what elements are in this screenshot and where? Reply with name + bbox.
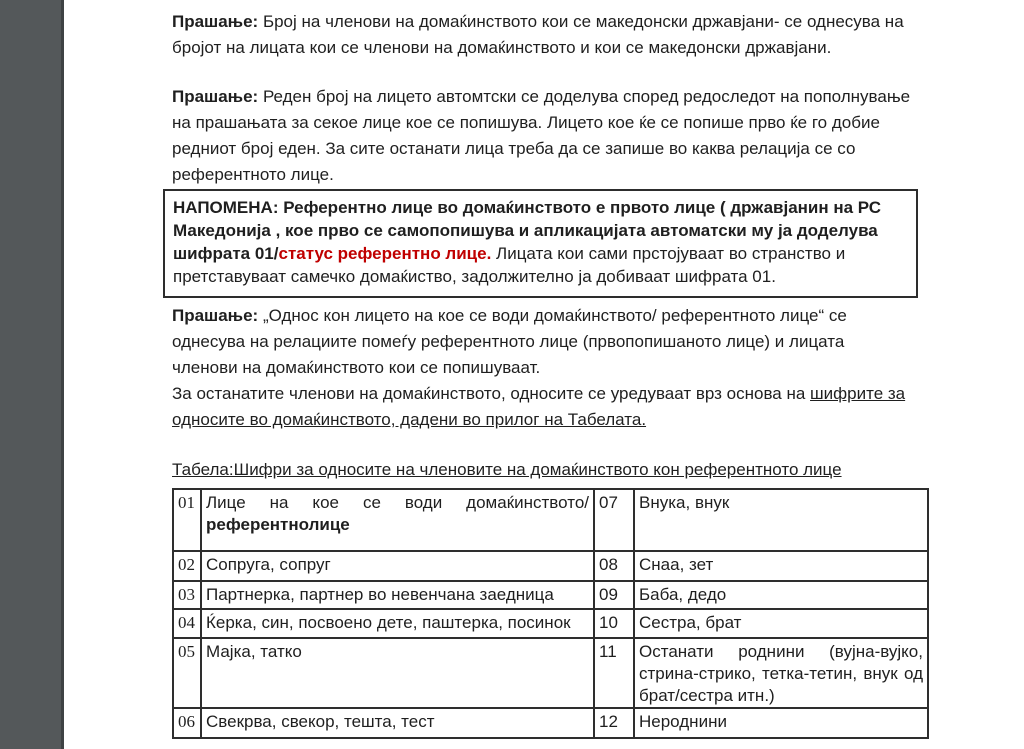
question-label: Прашање: xyxy=(172,87,259,106)
code-cell: 12 xyxy=(594,708,634,738)
question-text-block-2 xyxy=(172,381,914,433)
desc-cell xyxy=(201,489,594,551)
question-paragraph-3 xyxy=(172,303,914,433)
relationship-codes-table xyxy=(172,488,929,739)
code-cell: 03 xyxy=(173,581,201,609)
code-cell: 08 xyxy=(594,551,634,581)
underlined-reference-text: шифрите за односите во домаќинството, дадени во прилог на Табелата. xyxy=(172,384,906,429)
code-cell: 06 xyxy=(173,708,201,738)
code-cell: 11 xyxy=(594,638,634,708)
note-regular-text: Лицата кои сами прстојуваат во странство и претставуваат самечко домаќиство, задолжително ја добиваат шифрата 01. xyxy=(173,244,846,286)
code-cell: 02 xyxy=(173,551,201,581)
table-title: Табела:Шифри за односите на членовите на домаќинството кон референтното лице xyxy=(172,460,842,479)
question-label: Прашање: xyxy=(172,12,259,31)
code-cell: 01 xyxy=(173,489,201,551)
question-text: Број на членови на домаќинството кои се македонски државјани- се однесува на бројот на лицата кои се членови на домаќинството и кои се македонски државјани. xyxy=(172,12,904,57)
desc-line: Лице на кое се води домаќинството/ xyxy=(206,493,589,512)
code-cell: 07 xyxy=(594,489,634,551)
page-margin-strip xyxy=(0,0,64,749)
code-cell: 04 xyxy=(173,609,201,638)
table-row xyxy=(173,638,928,708)
note-bold-text: НАПОМЕНА: Референтно лице во домаќинството е првото лице ( државјанин на РС Македонија , кое прво се самопопишува и апликацијата автоматски му ја доделува шифрата 01/ xyxy=(173,198,881,263)
desc-cell: Сопруга, сопруг xyxy=(201,551,594,581)
question-label: Прашање: xyxy=(172,306,259,325)
code-cell: 05 xyxy=(173,638,201,708)
desc-cell: Сестра, брат xyxy=(634,609,928,638)
table-row xyxy=(173,708,928,738)
note-red-text: статус референтно лице. xyxy=(278,244,492,263)
question-text-block xyxy=(172,303,914,381)
question-paragraph-1 xyxy=(172,9,914,61)
desc-cell: Останати роднини (вујна-вујко, стрина-стрико, тетка-тетин, внук од брат/сестра итн.) xyxy=(634,638,928,708)
desc-cell: Снаа, зет xyxy=(634,551,928,581)
table-row xyxy=(173,609,928,638)
desc-cell: Свекрва, свекор, тешта, тест xyxy=(201,708,594,738)
desc-cell: Мајка, татко xyxy=(201,638,594,708)
desc-cell: Нероднини xyxy=(634,708,928,738)
code-cell: 09 xyxy=(594,581,634,609)
table-row xyxy=(173,581,928,609)
desc-cell: Ќерка, син, посвоено дете, паштерка, посинок xyxy=(201,609,594,638)
table-row xyxy=(173,489,928,551)
question-text: За останатите членови на домаќинството, односите се уредуваат врз основа на xyxy=(172,384,811,403)
question-text: „Однос кон лицето на кое се води домаќинството/ референтното лице“ се однесува на релациите помеѓу референтното лице (првопопишаното лице) и лицата членови на домаќинството кои се попишуваат. xyxy=(172,306,847,377)
code-cell: 10 xyxy=(594,609,634,638)
table-row xyxy=(173,551,928,581)
desc-line-bold: референтнолице xyxy=(206,515,350,534)
question-text: Реден број на лицето автомтски се доделува според редоследот на пополнување на прашањата за секое лице кое се попишува. Лицето кое ќе се попише прво ќе го добие редниот број еден. За сите останати лица треба да се запише во каква релација се со референтното лице. xyxy=(172,87,911,184)
desc-cell: Внука, внук xyxy=(634,489,928,551)
question-paragraph-2 xyxy=(172,84,914,188)
desc-cell: Партнерка, партнер во невенчана заедница xyxy=(201,581,594,609)
note-box xyxy=(163,189,918,298)
desc-cell: Баба, дедо xyxy=(634,581,928,609)
